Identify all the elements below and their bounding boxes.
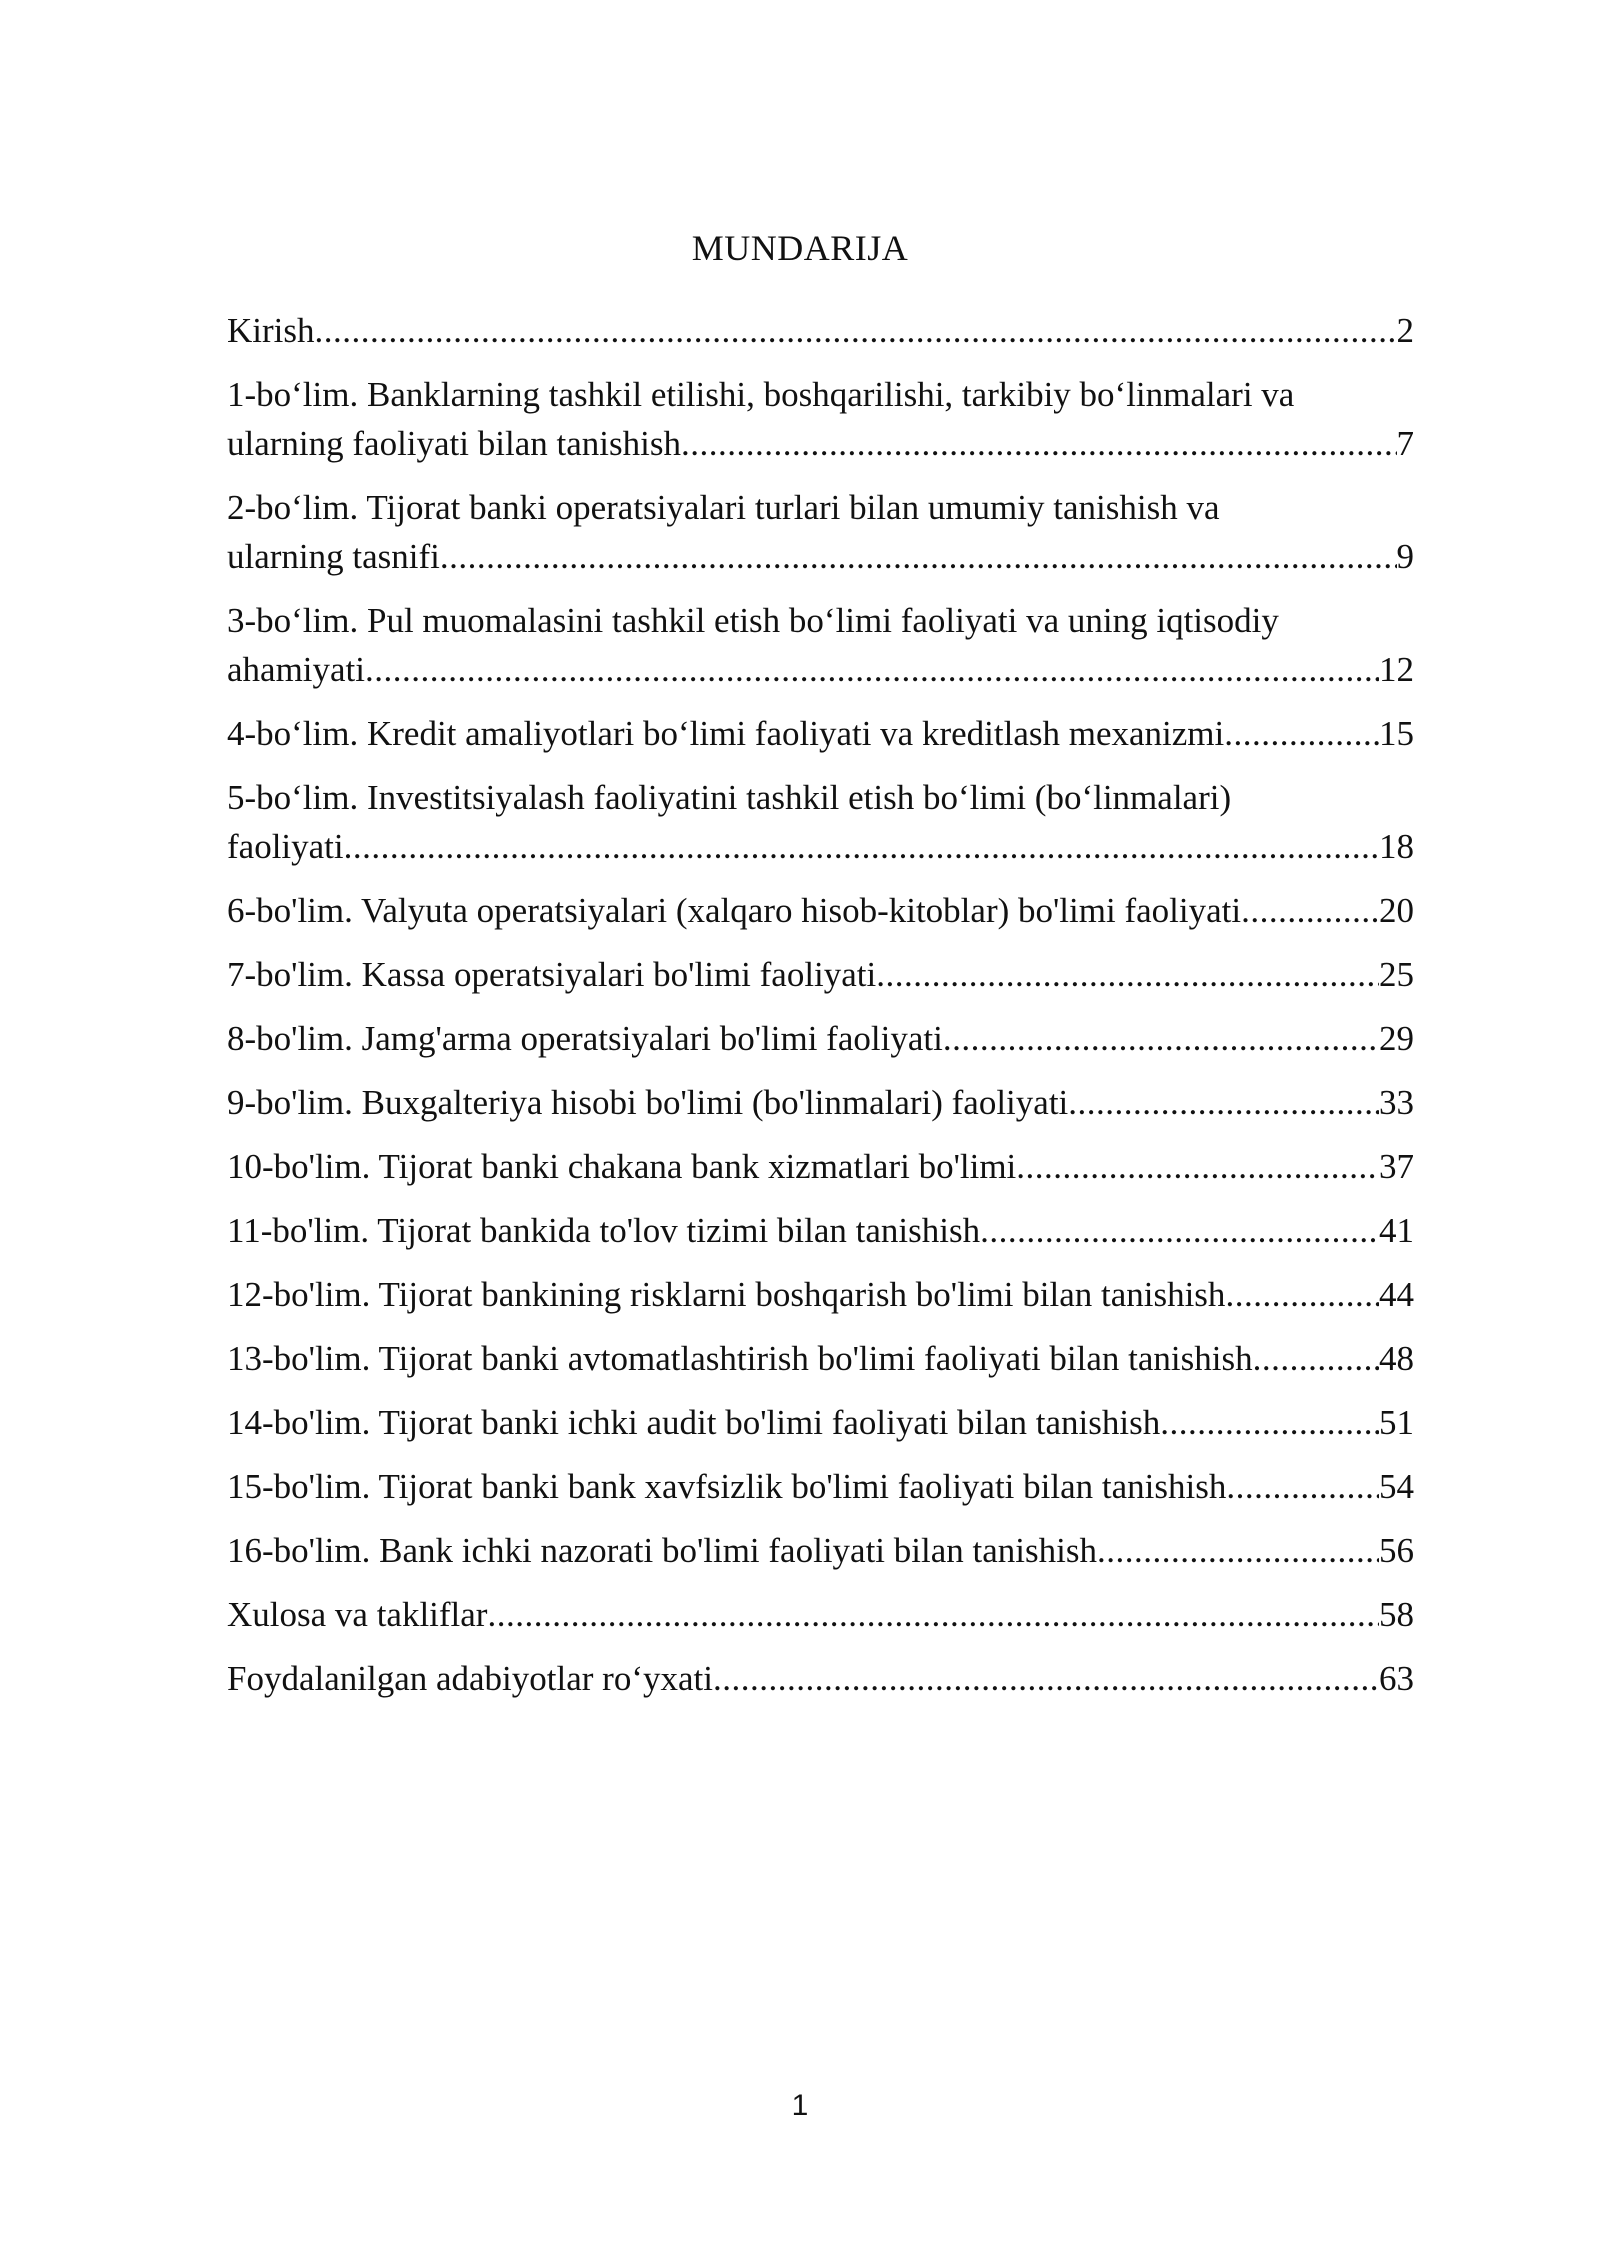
toc-entry-title: 10-bo'lim. Tijorat banki chakana bank xizmatlari bo'limi [227, 1147, 1017, 1186]
toc-entry [227, 950, 1414, 999]
toc-entry-row [227, 1526, 1414, 1575]
toc-entry-title: Kirish [227, 311, 315, 350]
dot-leader [365, 645, 1379, 694]
toc-entry-page: 48 [1379, 1339, 1414, 1378]
toc-entry-page: 18 [1379, 827, 1414, 866]
dot-leader [1241, 886, 1379, 935]
toc-entry [227, 306, 1414, 355]
toc-entry-title: 11-bo'lim. Tijorat bankida to'lov tizimi bilan tanishish [227, 1211, 981, 1250]
toc-entry [227, 1526, 1414, 1575]
toc-entry-page: 54 [1379, 1467, 1414, 1506]
dot-leader [943, 1014, 1379, 1063]
dot-leader [487, 1590, 1379, 1639]
dot-leader [681, 419, 1397, 468]
toc-entry-row [227, 1270, 1414, 1319]
table-of-contents [227, 306, 1414, 1718]
toc-entry-page: 20 [1379, 891, 1414, 930]
toc-entry-row [227, 1014, 1414, 1063]
toc-entry-page: 9 [1396, 537, 1414, 576]
toc-entry [227, 1590, 1414, 1639]
toc-entry-row [227, 1142, 1414, 1191]
toc-entry-title: 7-bo'lim. Kassa operatsiyalari bo'limi faoliyati [227, 955, 877, 994]
toc-entry-title: Xulosa va takliflar [227, 1595, 488, 1634]
toc-entry-page: 63 [1379, 1659, 1414, 1698]
dot-leader [1226, 1462, 1379, 1511]
toc-entry-title: 15-bo'lim. Tijorat banki bank xavfsizlik bo'limi faoliyati bilan tanishish [227, 1467, 1227, 1506]
toc-entry-row [227, 1334, 1414, 1383]
dot-leader [1224, 709, 1379, 758]
toc-entry-title: ahamiyati [227, 650, 366, 689]
toc-entry-row [227, 532, 1414, 581]
toc-entry-page: 33 [1379, 1083, 1414, 1122]
toc-entry-row [227, 950, 1414, 999]
toc-entry-page: 25 [1379, 955, 1414, 994]
dot-leader [315, 306, 1397, 355]
toc-entry-title: 9-bo'lim. Buxgalteriya hisobi bo'limi (bo'linmalari) faoliyati [227, 1083, 1069, 1122]
toc-entry-row [227, 1078, 1414, 1127]
toc-entry-row [227, 1654, 1414, 1703]
toc-entry-row [227, 306, 1414, 355]
toc-entry [227, 1014, 1414, 1063]
toc-entry-row [227, 822, 1414, 871]
toc-entry-row [227, 1398, 1414, 1447]
toc-entry-row [227, 709, 1414, 758]
toc-entry-row [227, 1206, 1414, 1255]
toc-entry-row [227, 645, 1414, 694]
toc-entry [227, 1654, 1414, 1703]
dot-leader [440, 532, 1397, 581]
toc-entry [227, 886, 1414, 935]
toc-entry-page: 37 [1379, 1147, 1414, 1186]
toc-entry-page: 56 [1379, 1531, 1414, 1570]
toc-entry [227, 1462, 1414, 1511]
toc-entry [227, 370, 1414, 468]
dot-leader [344, 822, 1379, 871]
dot-leader [1016, 1142, 1379, 1191]
toc-entry [227, 1334, 1414, 1383]
toc-entry-page: 7 [1396, 424, 1414, 463]
toc-entry [227, 596, 1414, 694]
toc-entry [227, 1398, 1414, 1447]
toc-entry-title: ularning tasnifi [227, 537, 440, 576]
toc-entry-page: 44 [1379, 1275, 1414, 1314]
dot-leader [713, 1654, 1379, 1703]
toc-entry-page: 15 [1379, 714, 1414, 753]
toc-entry-page: 2 [1396, 311, 1414, 350]
toc-entry-title: Foydalanilgan adabiyotlar ro‘yxati [227, 1659, 713, 1698]
toc-entry [227, 1206, 1414, 1255]
toc-entry-page: 12 [1379, 650, 1414, 689]
toc-entry [227, 709, 1414, 758]
page-title: MUNDARIJA [691, 228, 909, 268]
dot-leader [1253, 1334, 1379, 1383]
page-number: 1 [791, 2089, 809, 2122]
toc-entry [227, 1270, 1414, 1319]
toc-entry-title-line: 1-bo‘lim. Banklarning tashkil etilishi, boshqarilishi, tarkibiy bo‘linmalari va [227, 375, 1295, 414]
toc-entry-title-line: 2-bo‘lim. Tijorat banki operatsiyalari turlari bilan umumiy tanishish va [227, 488, 1220, 527]
toc-entry-page: 58 [1379, 1595, 1414, 1634]
toc-entry-title: 12-bo'lim. Tijorat bankining risklarni boshqarish bo'limi bilan tanishish [227, 1275, 1226, 1314]
dot-leader [1068, 1078, 1379, 1127]
toc-entry-row [227, 1462, 1414, 1511]
toc-entry-title-line: 3-bo‘lim. Pul muomalasini tashkil etish bo‘limi faoliyati va uning iqtisodiy [227, 601, 1279, 640]
toc-entry-title: 6-bo'lim. Valyuta operatsiyalari (xalqaro hisob-kitoblar) bo'limi faoliyati [227, 891, 1242, 930]
toc-entry-row [227, 1590, 1414, 1639]
toc-entry [227, 1078, 1414, 1127]
toc-entry-title: 13-bo'lim. Tijorat banki avtomatlashtirish bo'limi faoliyati bilan tanishish [227, 1339, 1253, 1378]
toc-entry-title: 16-bo'lim. Bank ichki nazorati bo'limi faoliyati bilan tanishish [227, 1531, 1097, 1570]
toc-entry-row [227, 886, 1414, 935]
toc-entry-page: 29 [1379, 1019, 1414, 1058]
toc-entry-page: 41 [1379, 1211, 1414, 1250]
toc-entry-row [227, 419, 1414, 468]
dot-leader [1160, 1398, 1379, 1447]
dot-leader [1225, 1270, 1379, 1319]
toc-entry-title: 8-bo'lim. Jamg'arma operatsiyalari bo'limi faoliyati [227, 1019, 943, 1058]
dot-leader [1097, 1526, 1379, 1575]
dot-leader [876, 950, 1379, 999]
toc-entry-title: faoliyati [227, 827, 344, 866]
toc-entry [227, 773, 1414, 871]
dot-leader [980, 1206, 1379, 1255]
toc-entry-title-line: 5-bo‘lim. Investitsiyalash faoliyatini tashkil etish bo‘limi (bo‘linmalari) [227, 778, 1232, 817]
toc-entry [227, 1142, 1414, 1191]
toc-entry-title: ularning faoliyati bilan tanishish [227, 424, 681, 463]
toc-entry [227, 483, 1414, 581]
toc-entry-title: 4-bo‘lim. Kredit amaliyotlari bo‘limi faoliyati va kreditlash mexanizmi [227, 714, 1225, 753]
toc-entry-page: 51 [1379, 1403, 1414, 1442]
toc-entry-title: 14-bo'lim. Tijorat banki ichki audit bo'limi faoliyati bilan tanishish [227, 1403, 1161, 1442]
